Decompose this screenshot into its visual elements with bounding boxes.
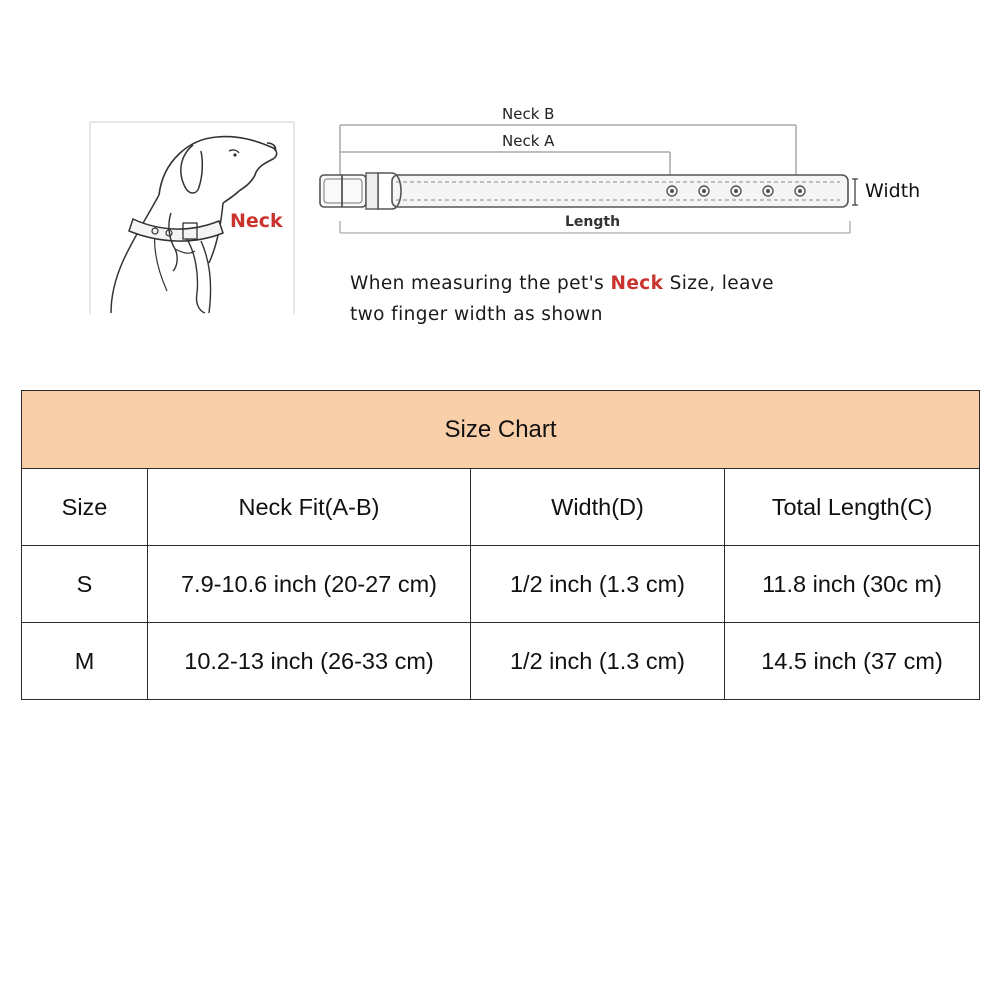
table-title: Size Chart [22,391,980,469]
length-label: Length [565,214,621,230]
table-header-row [22,469,980,546]
neck-a-label: Neck A [502,132,555,150]
table-cell: 1/2 inch (1.3 cm) [471,546,725,623]
dog-neck-illustration [89,121,295,315]
table-cell: 11.8 inch (30c m) [725,546,980,623]
neck-b-label: Neck B [502,105,555,123]
instruction-text: When measuring the pet's [350,273,611,294]
size-chart-table [21,390,980,700]
instruction-line-1 [350,268,910,299]
instruction-text-end: Size, leave [663,273,774,294]
table-row [22,546,980,623]
column-header: Width(D) [471,469,725,546]
instruction-neck-highlight: Neck [610,273,664,294]
table-cell: 1/2 inch (1.3 cm) [471,623,725,700]
table-title-row [22,391,980,469]
table-cell: S [22,546,148,623]
table-cell: 14.5 inch (37 cm) [725,623,980,700]
width-label: Width [865,180,921,202]
measurement-instruction [350,268,910,330]
column-header: Size [22,469,148,546]
table-cell: M [22,623,148,700]
dog-neck-label: Neck [230,210,283,232]
table-row [22,623,980,700]
collar-diagram [300,95,940,245]
table-cell: 7.9-10.6 inch (20-27 cm) [148,546,471,623]
table-cell: 10.2-13 inch (26-33 cm) [148,623,471,700]
column-header: Total Length(C) [725,469,980,546]
column-header: Neck Fit(A-B) [148,469,471,546]
instruction-line-2: two finger width as shown [350,304,603,325]
